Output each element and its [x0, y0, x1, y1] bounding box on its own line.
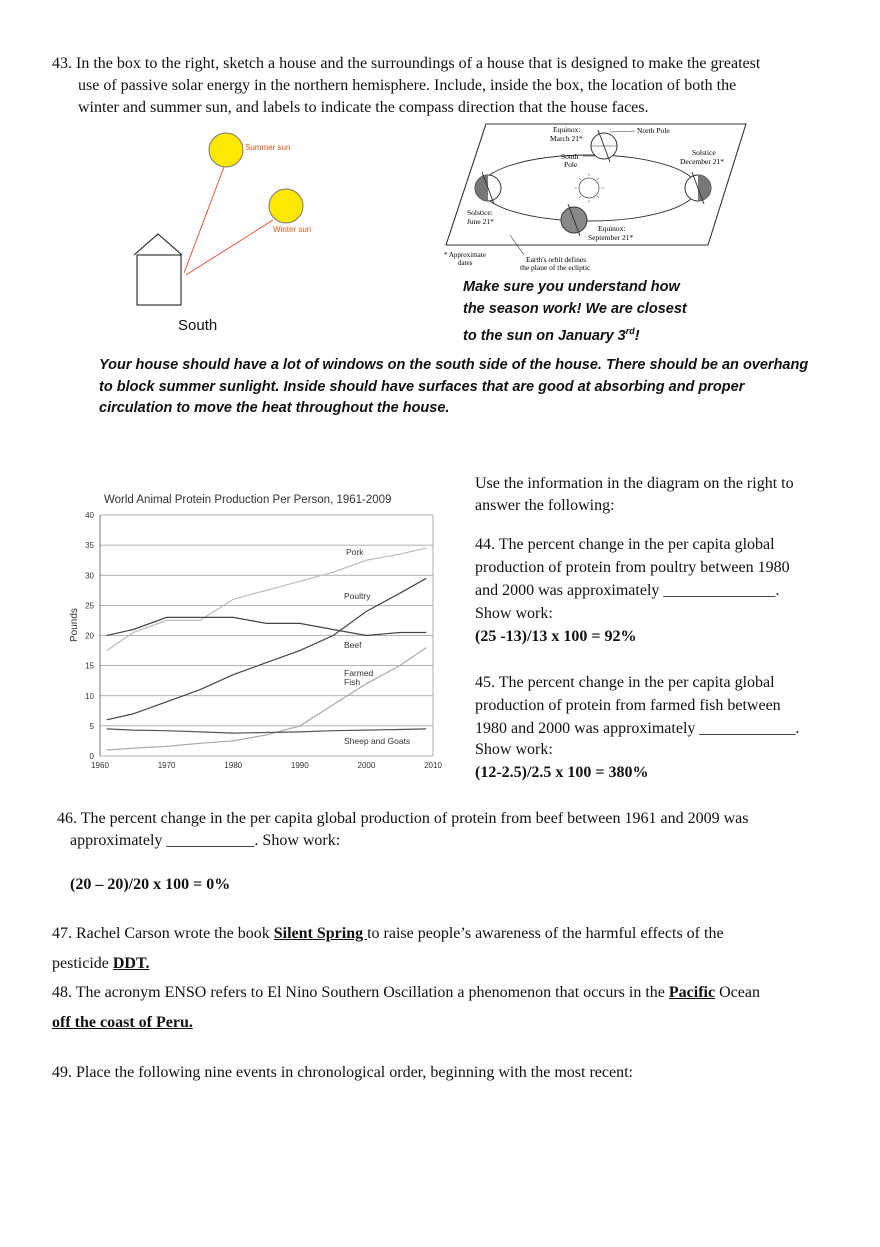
q43-line1: 43. In the box to the right, sketch a house and the surroundings of a house that is designed to make the greatest [52, 55, 761, 72]
house-sketch [120, 125, 440, 315]
ecliptic-label-2: the plane of the ecliptic [520, 263, 591, 272]
y-tick-40: 40 [85, 511, 94, 520]
q48-line1: 48. The acronym ENSO refers to El Nino Southern Oscillation a phenomenon that occurs in the Pacific Ocean [52, 984, 760, 1001]
q43-answer-line1: Your house should have a lot of windows on the south side of the house. There should be an overhang [99, 357, 809, 373]
x-tick-1960: 1960 [91, 761, 109, 770]
series-line-sheep-and-goats [107, 729, 427, 733]
q46-line2: approximately ___________. Show work: [70, 832, 341, 849]
y-tick-0: 0 [89, 752, 94, 761]
summer-ray [184, 167, 224, 273]
x-tick-1980: 1980 [224, 761, 243, 770]
label-sheep: Sheep and Goats [344, 736, 411, 746]
q46-line1: 46. The percent change in the per capita global production of protein from beef between 1961 and 2009 was [57, 810, 749, 827]
orbit-diagram [440, 118, 755, 278]
q47-line2: pesticide DDT. [52, 955, 150, 972]
earth-march-icon [591, 130, 617, 162]
house-roof [134, 234, 182, 255]
q45-line3: 1980 and 2000 was approximately ____________. [475, 720, 800, 737]
x-tick-1970: 1970 [157, 761, 176, 770]
y-axis-label: Pounds [69, 608, 80, 642]
equinox-sept-label: Equinox: [598, 224, 626, 233]
y-tick-25: 25 [85, 601, 94, 611]
winter-sun-icon [269, 189, 303, 223]
series-line-beef [107, 617, 427, 635]
y-tick-30: 30 [85, 571, 94, 581]
protein-chart [60, 486, 455, 776]
intro-line1: Use the information in the diagram on the right to [475, 475, 794, 492]
label-fish-1: Farmed [344, 668, 374, 678]
q48-location-answer: off the coast of Peru. [52, 1014, 193, 1031]
chart-title: World Animal Protein Production Per Person, 1961-2009 [104, 494, 392, 506]
q48-ocean-answer: Pacific [668, 984, 716, 1001]
south-label: South [178, 317, 218, 334]
seasons-note-line1: Make sure you understand how [463, 279, 680, 295]
q46-answer: (20 – 20)/20 x 100 = 0% [70, 876, 231, 893]
earth-september-icon [561, 204, 587, 236]
south-pole-label-1: South [561, 152, 579, 161]
x-tick-2010: 2010 [424, 761, 442, 770]
solstice-june-label: Solstice: [467, 208, 493, 217]
label-beef: Beef [344, 640, 362, 650]
ecliptic-label-1: Earth's orbit defines [526, 255, 587, 264]
x-tick-2000: 2000 [357, 761, 376, 770]
y-tick-5: 5 [89, 721, 94, 731]
q49-line1: 49. Place the following nine events in chronological order, beginning with the most recent: [52, 1064, 633, 1081]
earth-june-icon [475, 172, 501, 204]
intro-line2: answer the following: [475, 497, 615, 514]
q43-answer-line2: to block summer sunlight. Inside should have surfaces that are good at absorbing and proper [99, 379, 745, 395]
label-poultry: Poultry [344, 591, 371, 601]
winter-ray [186, 220, 273, 275]
equinox-sept-date: September 21* [588, 233, 634, 242]
q47-line1: 47. Rachel Carson wrote the book Silent Spring to raise people’s awareness of the harmful effects of the [52, 925, 724, 942]
solstice-june-date: June 21* [467, 217, 494, 226]
seasons-note-line3: to the sun on January 3rd! [463, 326, 640, 344]
seasons-note-line2: the season work! We are closest [463, 301, 687, 317]
winter-sun-label: Winter sun [273, 225, 312, 234]
q47-ddt-answer: DDT. [112, 955, 150, 972]
q45-line4: Show work: [475, 741, 553, 758]
solstice-december-label: Solstice [692, 148, 716, 157]
x-tick-1990: 1990 [290, 761, 309, 770]
q44-line2: production of protein from poultry between 1980 [475, 559, 790, 576]
q44-line1: 44. The percent change in the per capita global [475, 536, 775, 553]
y-tick-35: 35 [85, 541, 94, 551]
y-tick-10: 10 [85, 691, 94, 701]
label-fish-2: Fish [344, 677, 361, 687]
series-line-poultry [107, 578, 427, 720]
q43-line2: use of passive solar energy in the northern hemisphere. Include, inside the box, the location of both the [78, 77, 737, 94]
q45-line1: 45. The percent change in the per capita global [475, 674, 775, 691]
q44-line3: and 2000 was approximately ______________. [475, 582, 780, 599]
north-pole-label: North Pole [637, 126, 670, 135]
sun-icon [574, 173, 604, 203]
y-tick-20: 20 [85, 631, 94, 641]
south-pole-label-2: Pole [564, 160, 578, 169]
summer-sun-icon [209, 133, 243, 167]
q44-answer: (25 -13)/13 x 100 = 92% [475, 628, 637, 645]
approx-label-2: dates [458, 259, 473, 267]
summer-sun-label: Summer sun [245, 143, 291, 152]
equinox-march-date: March 21* [550, 134, 583, 143]
q43-answer-line3: circulation to move the heat throughout the house. [99, 400, 450, 416]
solstice-december-date: December 21* [680, 157, 724, 166]
q47-book-answer: Silent Spring [273, 925, 368, 942]
approx-label-1: * Approximate [444, 251, 486, 259]
equinox-march-label: Equinox: [553, 125, 581, 134]
label-pork: Pork [346, 547, 364, 557]
q44-line4: Show work: [475, 605, 553, 622]
earth-december-icon [685, 172, 711, 204]
q45-answer: (12-2.5)/2.5 x 100 = 380% [475, 764, 649, 781]
house-body [137, 255, 181, 305]
y-tick-15: 15 [85, 661, 94, 671]
q45-line2: production of protein from farmed fish between [475, 697, 781, 714]
q43-line3: winter and summer sun, and labels to indicate the compass direction that the house faces. [78, 99, 649, 116]
